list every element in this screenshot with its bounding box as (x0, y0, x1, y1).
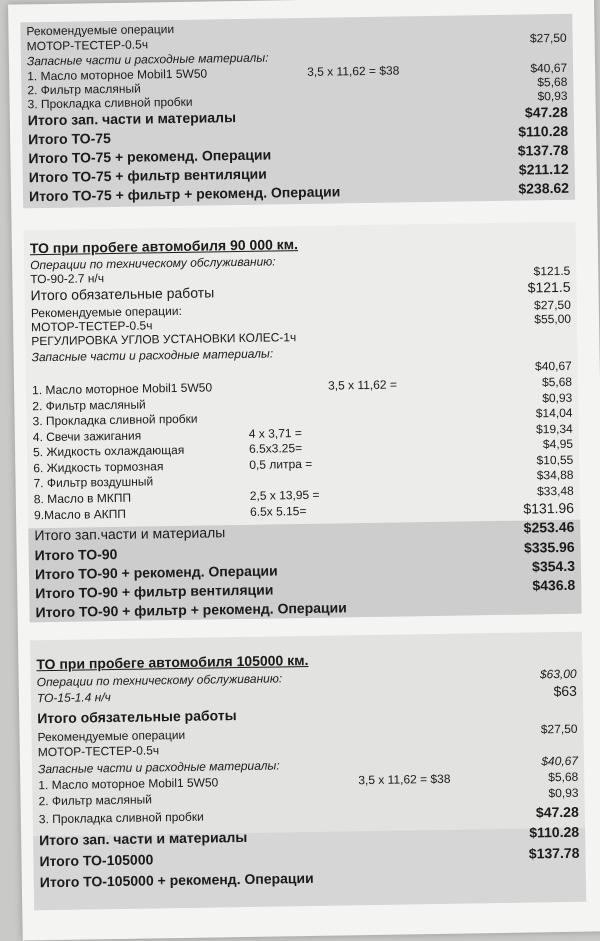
line-item-amount: $47.28 (524, 103, 568, 121)
line-item-label: Итого обязательные работы (30, 284, 215, 304)
line-item-amount: $137.78 (528, 844, 580, 862)
line-item-amount: $63 (553, 682, 578, 700)
section-to-75 (20, 14, 575, 209)
line-item-label: 1. Масло моторное Mobil1 5W50 (38, 775, 219, 793)
line-item-label: Итого ТО-75 (28, 130, 111, 148)
line-item-amount: $436.8 (532, 576, 576, 594)
line-item-label: Запасные части и расходные материалы: (26, 50, 269, 69)
line-item-label: Итого зап. части и материалы (39, 828, 248, 849)
line-item-label: ТО-15-1.4 н/ч (36, 690, 111, 706)
line-item-label: ТО-90-2.7 н/ч (30, 271, 105, 287)
line-item-amount: $110.28 (529, 823, 580, 841)
line-item-amount: $0,93 (548, 785, 579, 801)
line-item-label: 2. Фильтр масляный (38, 792, 153, 809)
section-to-105000 (30, 632, 586, 911)
line-item-label: Итого ТО-90 + фильтр вентиляции (35, 581, 274, 602)
line-item-label: Операции по техническому обслуживанию: (36, 671, 283, 690)
line-item-amount: $19,34 (535, 421, 573, 437)
line-item-amount: $110.28 (518, 122, 569, 140)
line-item-calculation: 0,5 литра = (249, 456, 313, 472)
line-item-amount: $63,00 (539, 666, 577, 682)
section-to-90 (24, 222, 582, 623)
line-item (29, 232, 570, 257)
line-item-label: 2. Фильтр масляный (32, 397, 146, 414)
line-item-amount: $0,93 (537, 88, 568, 104)
line-item-amount: $40,67 (541, 753, 579, 769)
line-item-amount: $131.96 (523, 499, 575, 517)
line-item-label: Рекомендуемые операции: (30, 303, 182, 321)
line-item-calculation: 3,5 х 11,62 = $38 (358, 771, 451, 788)
line-item-label: РЕГУЛИРОВКА УГЛОВ УСТАНОВКИ КОЛЕС-1ч (31, 330, 297, 349)
line-item-label: Запасные части и расходные материалы: (37, 758, 280, 777)
line-item-label: Операции по техническому обслуживанию: (30, 254, 276, 273)
line-item-label: Итого обязательные работы (37, 707, 237, 727)
line-item-amount: $40,67 (534, 358, 572, 374)
line-item-amount: $335.96 (523, 538, 575, 556)
line-item-amount: $4,95 (542, 436, 574, 452)
line-item (30, 278, 571, 304)
line-item-calculation: 6.5x3.25= (248, 441, 303, 456)
line-item-label: Рекомендуемые операции (37, 727, 186, 745)
line-item-amount: $253.46 (523, 518, 575, 536)
line-item-label: 9.Масло в АКПП (33, 506, 127, 523)
line-item-label: Итого зап. части и материалы (27, 109, 237, 129)
line-item-calculation: 4 х 3,71 = (248, 426, 302, 441)
line-item-amount: $238.62 (518, 179, 570, 197)
line-item-label: Итого ТО-75 + фильтр вентиляции (28, 165, 267, 186)
line-item-label: 3. Прокладка сливной пробки (32, 411, 198, 429)
line-item-amount: $121.5 (527, 278, 571, 296)
line-item (37, 702, 577, 727)
line-item-label: 8. Масло в МКПП (33, 490, 132, 507)
line-item-label: Итого ТО-90 (34, 545, 118, 564)
line-item-label: Итого ТО-90 + рекоменд. Операции (34, 562, 278, 583)
line-item-label: 3. Прокладка сливной пробки (27, 94, 193, 112)
line-item-label: Запасные части и расходные материалы: (31, 346, 274, 365)
line-item-label: ТО при пробеге автомобиля 105000 км. (36, 651, 309, 673)
line-item-amount: $34,88 (536, 467, 574, 483)
line-item-amount: $27,50 (529, 30, 567, 46)
line-item (36, 648, 576, 673)
line-item-calculation: 2,5 х 13,95 = (249, 487, 320, 503)
line-item-amount: $55,00 (534, 311, 572, 327)
line-item-label: 3. Прокладка сливной пробки (38, 809, 204, 827)
line-item-amount: $10,55 (536, 452, 574, 468)
line-item-amount: $211.12 (518, 160, 569, 178)
line-item-amount: $33,48 (536, 483, 574, 499)
document-page (8, 0, 600, 940)
line-item-label: Итого зап.части и материалы (34, 524, 226, 544)
line-item-label: ТО при пробеге автомобиля 90 000 км. (29, 236, 299, 257)
line-item-amount: $354.3 (531, 557, 576, 575)
line-item-amount: $5,68 (537, 74, 568, 90)
line-item-label: 4. Свечи зажигания (32, 428, 142, 445)
line-item-label: МОТОР-ТЕСТЕР-0.5ч (26, 37, 149, 54)
line-item-amount: $27,50 (540, 721, 578, 737)
line-item-amount: $0,93 (542, 390, 573, 406)
line-item-label: 1. Масло моторное Mobil1 5W50 (27, 66, 208, 84)
line-item-label: Итого ТО-105000 + рекоменд. Операции (39, 869, 314, 891)
line-item-label: МОТОР-ТЕСТЕР-0.5ч (37, 743, 160, 760)
line-item-calculation: 3,5 х 11,62 = $38 (307, 63, 400, 79)
line-item-label: 6. Жидкость тормозная (33, 459, 164, 476)
line-item-calculation: 6.5x 5.15= (249, 503, 307, 519)
line-item-amount: $5,68 (548, 769, 579, 785)
line-item-label: 5. Жидкость охлаждающая (32, 442, 185, 460)
line-item-label: 2. Фильтр масляный (27, 81, 141, 98)
line-item-label: Итого ТО-75 + рекоменд. Операции (28, 146, 272, 167)
line-item-label: 1. Масло моторное Mobil1 5W50 (31, 380, 213, 398)
line-item-label: МОТОР-ТЕСТЕР-0.5ч (30, 318, 153, 335)
line-item-label: Итого ТО-90 + фильтр + рекоменд. Операции (35, 599, 347, 621)
line-item-amount: $40,67 (530, 60, 568, 76)
line-item-label: Рекомендуемые операции (26, 21, 175, 39)
line-item-label: Итого ТО-105000 (39, 851, 154, 870)
line-item-label: 7. Фильтр воздушный (33, 474, 154, 491)
line-item-amount: $14,04 (535, 405, 573, 421)
line-item-amount: $27,50 (534, 297, 571, 313)
line-item-amount: $47.28 (535, 803, 579, 821)
line-item-amount: $5,68 (541, 374, 573, 390)
line-item-amount: $121.5 (533, 263, 571, 279)
line-item-label: Итого ТО-75 + фильтр + рекоменд. Операции (28, 183, 341, 205)
line-item-calculation: 3,5 х 11,62 = (327, 377, 398, 393)
line-item-amount: $137.78 (517, 141, 569, 159)
